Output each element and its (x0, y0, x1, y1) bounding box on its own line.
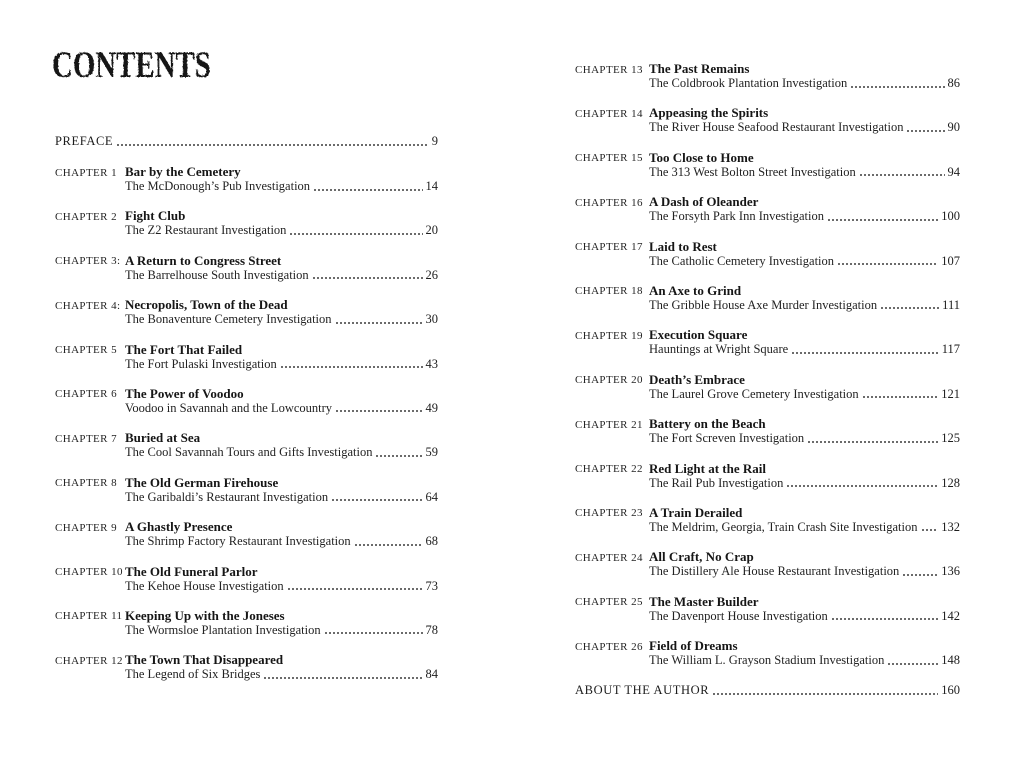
chapter-subtitle: The Barrelhouse South Investigation (125, 267, 309, 282)
chapter-title: Too Close to Home (649, 149, 754, 165)
chapter-label: CHAPTER 1 (55, 166, 117, 179)
page-number: 68 (425, 534, 438, 549)
chapter-label: CHAPTER 15 (575, 152, 643, 165)
chapter-subtitle: The Catholic Cemetery Investigation (649, 253, 835, 268)
chapter-title: Battery on the Beach (649, 416, 766, 432)
chapter-title: A Return to Congress Street (125, 252, 282, 268)
dot-leader (312, 268, 423, 283)
page-number: 117 (941, 342, 960, 357)
chapter-title: A Dash of Oleander (649, 194, 759, 210)
chapter-title: An Axe to Grind (649, 282, 742, 298)
page-number: 20 (425, 223, 438, 238)
chapter-label: CHAPTER 18 (575, 285, 643, 298)
dot-leader (880, 298, 939, 313)
page-number: 26 (425, 267, 438, 282)
dot-leader (862, 387, 939, 402)
dot-leader (850, 76, 944, 91)
chapter-subtitle: The Coldbrook Plantation Investigation (649, 76, 848, 90)
chapter-subtitle: The Wormsloe Plantation Investigation (125, 622, 321, 637)
chapter-subtitle: The Legend of Six Bridges (125, 667, 261, 682)
chapter-label: CHAPTER 9 (55, 521, 117, 534)
chapter-title: Red Light at the Rail (649, 460, 766, 476)
chapter-subtitle: The Z2 Restaurant Investigation (125, 223, 287, 238)
page-number: 64 (425, 489, 438, 504)
chapter-label: CHAPTER 25 (575, 596, 643, 609)
chapter-subtitle: The Gribble House Axe Murder Investigation (649, 297, 878, 312)
chapter-label: CHAPTER 19 (575, 329, 643, 342)
chapter-label: CHAPTER 13 (575, 63, 643, 76)
chapter-subtitle: The Fort Screven Investigation (649, 431, 805, 446)
toc-entry (575, 105, 960, 135)
chapter-label: CHAPTER 4: (55, 299, 121, 312)
chapter-title: A Train Derailed (649, 504, 743, 520)
toc-entry (575, 461, 960, 491)
preface-row (55, 134, 438, 149)
chapter-label: CHAPTER 23 (575, 507, 643, 520)
chapter-title: The Old Funeral Parlor (125, 563, 258, 579)
page-number: 100 (941, 209, 960, 224)
chapter-label: CHAPTER 26 (575, 640, 643, 653)
toc-entry (55, 208, 438, 238)
chapter-subtitle: The Meldrim, Georgia, Train Crash Site Investigation (649, 519, 918, 534)
dot-leader (354, 534, 423, 549)
chapter-label: CHAPTER 20 (575, 374, 643, 387)
toc-entry (55, 386, 438, 416)
page-number: 43 (425, 356, 438, 371)
chapter-subtitle: The Cool Savannah Tours and Gifts Investigation (125, 445, 373, 460)
dot-leader (831, 609, 938, 624)
chapter-label: CHAPTER 3: (55, 255, 121, 268)
dot-leader (887, 653, 938, 668)
dot-leader (313, 179, 422, 194)
toc-entry (55, 253, 438, 283)
page-number: 160 (941, 683, 960, 697)
page-number: 9 (431, 134, 438, 148)
chapter-title: Fight Club (125, 208, 186, 224)
dot-leader (837, 254, 938, 269)
chapter-title: Bar by the Cemetery (125, 164, 241, 179)
toc-entry (575, 61, 960, 91)
chapter-label: CHAPTER 21 (575, 418, 643, 431)
toc-entry (55, 519, 438, 549)
toc-entry (55, 475, 438, 505)
dot-leader (807, 431, 938, 446)
toc-entry (575, 549, 960, 579)
about-author-row (575, 683, 960, 698)
chapter-subtitle: The William L. Grayson Stadium Investigation (649, 653, 885, 668)
chapter-title: Keeping Up with the Joneses (125, 607, 285, 623)
toc-entry (55, 564, 438, 594)
page-number: 78 (425, 622, 438, 637)
toc-entry (575, 283, 960, 313)
dot-leader (335, 401, 422, 416)
dot-leader (335, 312, 423, 327)
chapter-title: Laid to Rest (649, 238, 717, 254)
preface-label: PREFACE (55, 134, 114, 148)
page-number: 148 (941, 653, 960, 668)
chapter-title: Execution Square (649, 327, 748, 343)
chapter-title: The Power of Voodoo (125, 385, 244, 401)
chapter-title: The Master Builder (649, 593, 759, 609)
page-number: 49 (425, 400, 438, 415)
dot-leader (827, 209, 938, 224)
chapter-title: Necropolis, Town of the Dead (125, 297, 288, 313)
chapter-subtitle: Voodoo in Savannah and the Lowcountry (125, 400, 333, 415)
page-number: 73 (425, 578, 438, 593)
toc-entry (55, 297, 438, 327)
dot-leader (712, 683, 938, 698)
toc-entry (55, 430, 438, 460)
chapter-label: CHAPTER 17 (575, 241, 643, 254)
dot-leader (375, 445, 422, 460)
dot-leader (906, 120, 944, 135)
page-number: 94 (947, 164, 960, 179)
chapter-subtitle: The Davenport House Investigation (649, 608, 828, 623)
toc-entry (575, 594, 960, 624)
page-number: 121 (941, 386, 960, 401)
chapter-title: Buried at Sea (125, 430, 201, 446)
chapter-label: CHAPTER 2 (55, 210, 117, 223)
chapter-title: The Fort That Failed (125, 341, 243, 357)
chapter-subtitle: The 313 West Bolton Street Investigation (649, 164, 856, 179)
page-number: 90 (947, 120, 960, 135)
chapter-label: CHAPTER 5 (55, 344, 117, 357)
chapter-title: A Ghastly Presence (125, 519, 233, 535)
chapter-title: The Past Remains (649, 61, 750, 76)
page-number: 125 (941, 431, 960, 446)
chapter-label: CHAPTER 8 (55, 477, 117, 490)
toc-entry (575, 150, 960, 180)
chapter-label: CHAPTER 14 (575, 107, 643, 120)
toc-entry (575, 327, 960, 357)
chapter-title: Field of Dreams (649, 638, 738, 654)
dot-leader (289, 223, 422, 238)
page-number: 86 (947, 76, 960, 90)
toc-column-right (575, 61, 960, 682)
page-number: 59 (425, 445, 438, 460)
toc-entry (575, 372, 960, 402)
chapter-subtitle: The Distillery Ale House Restaurant Investigation (649, 564, 900, 579)
chapter-title: Death’s Embrace (649, 371, 745, 387)
chapter-label: CHAPTER 6 (55, 388, 117, 401)
chapter-subtitle: The Garibaldi’s Restaurant Investigation (125, 489, 329, 504)
toc-entry (55, 608, 438, 638)
page-number: 14 (425, 179, 438, 193)
chapter-label: CHAPTER 24 (575, 551, 643, 564)
chapter-subtitle: The Bonaventure Cemetery Investigation (125, 312, 332, 327)
chapter-label: CHAPTER 7 (55, 432, 117, 445)
page-title: CONTENTS (52, 45, 211, 86)
chapter-subtitle: The Rail Pub Investigation (649, 475, 784, 490)
page-number: 142 (941, 608, 960, 623)
chapter-label: CHAPTER 16 (575, 196, 643, 209)
chapter-label: CHAPTER 11 (55, 610, 123, 623)
toc-entry (575, 505, 960, 535)
chapter-title: The Old German Firehouse (125, 474, 279, 490)
toc-entry (575, 638, 960, 668)
dot-leader (902, 564, 938, 579)
chapter-title: All Craft, No Crap (649, 549, 754, 565)
page-number: 136 (941, 564, 960, 579)
toc-entry (575, 194, 960, 224)
chapter-subtitle: Hauntings at Wright Square (649, 342, 789, 357)
toc-column-left (55, 164, 438, 697)
chapter-subtitle: The Forsyth Park Inn Investigation (649, 209, 824, 224)
toc-entry (575, 416, 960, 446)
dot-leader (859, 165, 945, 180)
toc-entry (55, 342, 438, 372)
page-number: 132 (941, 519, 960, 534)
toc-entry (55, 164, 438, 194)
dot-leader (287, 579, 423, 594)
page-number: 128 (941, 475, 960, 490)
toc-entry (55, 652, 438, 682)
page-number: 111 (942, 297, 960, 312)
chapter-subtitle: The River House Seafood Restaurant Investigation (649, 120, 904, 135)
page-number: 107 (941, 253, 960, 268)
dot-leader (921, 520, 939, 535)
chapter-subtitle: The Kehoe House Investigation (125, 578, 284, 593)
chapter-title: The Town That Disappeared (125, 652, 284, 668)
page-number: 84 (425, 667, 438, 682)
dot-leader (786, 476, 938, 491)
chapter-label: CHAPTER 12 (55, 654, 123, 667)
chapter-subtitle: The Laurel Grove Cemetery Investigation (649, 386, 859, 401)
chapter-subtitle: The Shrimp Factory Restaurant Investigation (125, 534, 351, 549)
about-author-label: ABOUT THE AUTHOR (575, 683, 710, 697)
toc-entry (575, 239, 960, 269)
dot-leader (280, 357, 423, 372)
dot-leader (116, 134, 429, 149)
chapter-subtitle: The Fort Pulaski Investigation (125, 356, 277, 371)
chapter-label: CHAPTER 22 (575, 463, 643, 476)
page-number: 30 (425, 312, 438, 327)
dot-leader (324, 623, 423, 638)
dot-leader (263, 667, 422, 682)
dot-leader (331, 490, 422, 505)
chapter-title: Appeasing the Spirits (649, 105, 769, 121)
chapter-label: CHAPTER 10 (55, 566, 123, 579)
dot-leader (791, 342, 939, 357)
chapter-subtitle: The McDonough’s Pub Investigation (125, 179, 311, 193)
